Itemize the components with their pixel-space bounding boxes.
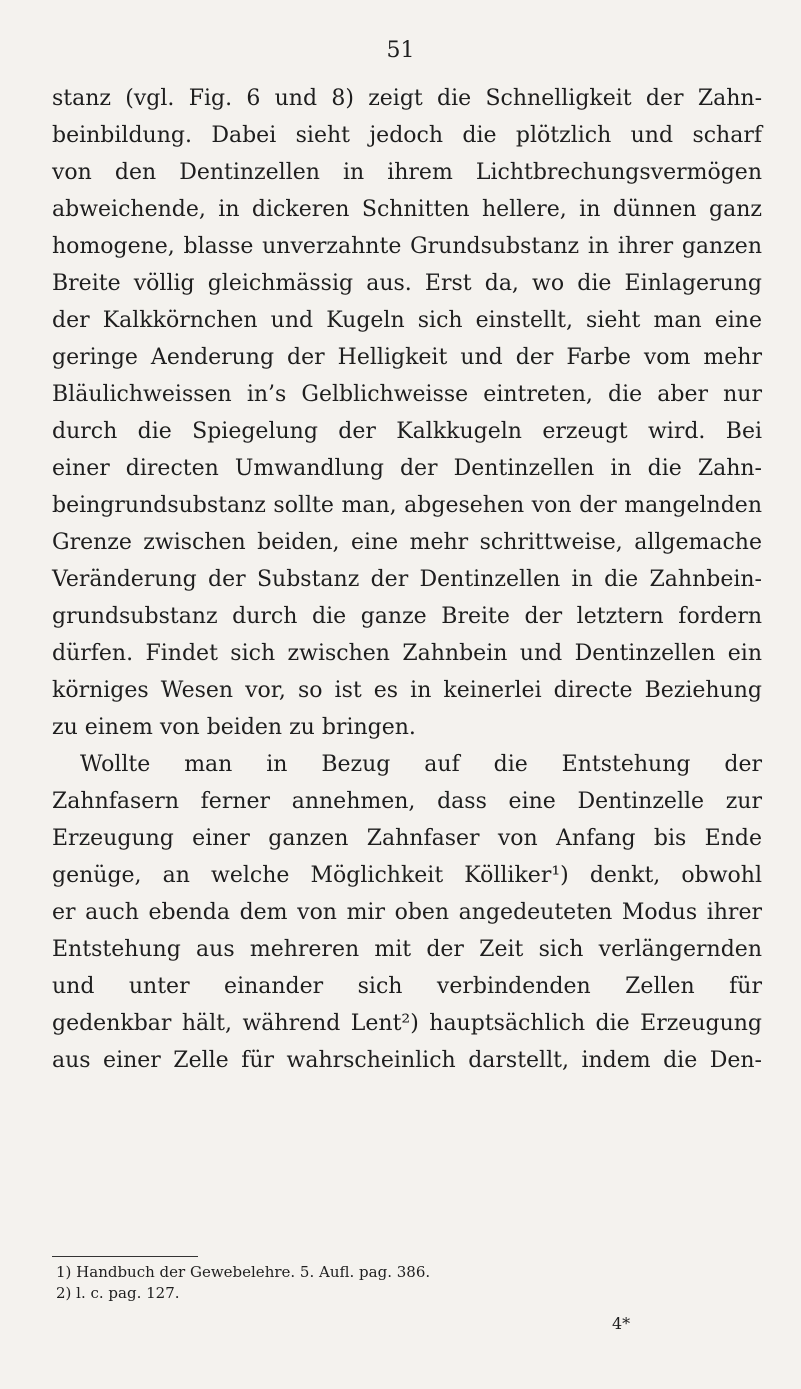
text-line: Entstehung aus mehreren mit der Zeit sich verlängernden [52, 937, 762, 962]
text-line: einer directen Umwandlung der Dentinzellen in die Zahn- [52, 456, 762, 481]
paragraph-end-line: zu einem von beiden zu bringen. [52, 715, 416, 740]
text-line: von den Dentinzellen in ihrem Lichtbrechungsvermögen [52, 160, 762, 185]
text-line: der Kalkkörnchen und Kugeln sich einstellt, sieht man eine [52, 308, 762, 333]
text-line: dürfen. Findet sich zwischen Zahnbein und Dentinzellen ein [52, 641, 762, 666]
text-line: abweichende, in dickeren Schnitten hellere, in dünnen ganz [52, 197, 762, 222]
text-line: und unter einander sich verbindenden Zellen für [52, 974, 762, 999]
text-line: er auch ebenda dem von mir oben angedeuteten Modus ihrer [52, 900, 762, 925]
text-line: Breite völlig gleichmässig aus. Erst da, wo die Einlagerung [52, 271, 762, 296]
text-line: grundsubstanz durch die ganze Breite der letztern fordern [52, 604, 762, 629]
text-line: beingrundsubstanz sollte man, abgesehen von der mangelnden [52, 493, 762, 518]
text-line: Zahnfasern ferner annehmen, dass eine Dentinzelle zur [52, 789, 762, 814]
footnote-divider [52, 1256, 198, 1257]
text-line: Grenze zwischen beiden, eine mehr schrittweise, allgemache [52, 530, 762, 555]
text-line: homogene, blasse unverzahnte Grundsubstanz in ihrer ganzen [52, 234, 762, 259]
signature-mark: 4* [612, 1314, 631, 1333]
footnotes [56, 1262, 756, 1304]
text-line: Bläulichweissen in’s Gelblichweisse eintreten, die aber nur [52, 382, 762, 407]
footnote: 2) l. c. pag. 127. [56, 1284, 180, 1302]
text-line: beinbildung. Dabei sieht jedoch die plötzlich und scharf [52, 123, 762, 148]
text-line: geringe Aenderung der Helligkeit und der Farbe vom mehr [52, 345, 762, 370]
text-line: aus einer Zelle für wahrscheinlich darstellt, indem die Den- [52, 1048, 762, 1073]
text-line: Veränderung der Substanz der Dentinzellen in die Zahnbein- [52, 567, 762, 592]
body-text [52, 80, 762, 1079]
text-line: durch die Spiegelung der Kalkkugeln erzeugt wird. Bei [52, 419, 762, 444]
text-line: körniges Wesen vor, so ist es in keinerlei directe Beziehung [52, 678, 762, 703]
text-line: gedenkbar hält, während Lent²) hauptsächlich die Erzeugung [52, 1011, 762, 1036]
text-line: Erzeugung einer ganzen Zahnfaser von Anfang bis Ende [52, 826, 762, 851]
footnote: 1) Handbuch der Gewebelehre. 5. Aufl. pag. 386. [56, 1263, 431, 1281]
text-line: stanz (vgl. Fig. 6 und 8) zeigt die Schnelligkeit der Zahn- [52, 86, 762, 111]
page-number: 51 [386, 38, 415, 63]
text-line: genüge, an welche Möglichkeit Kölliker¹) denkt, obwohl [52, 863, 762, 888]
paragraph-start-line: Wollte man in Bezug auf die Entstehung der [80, 752, 762, 777]
